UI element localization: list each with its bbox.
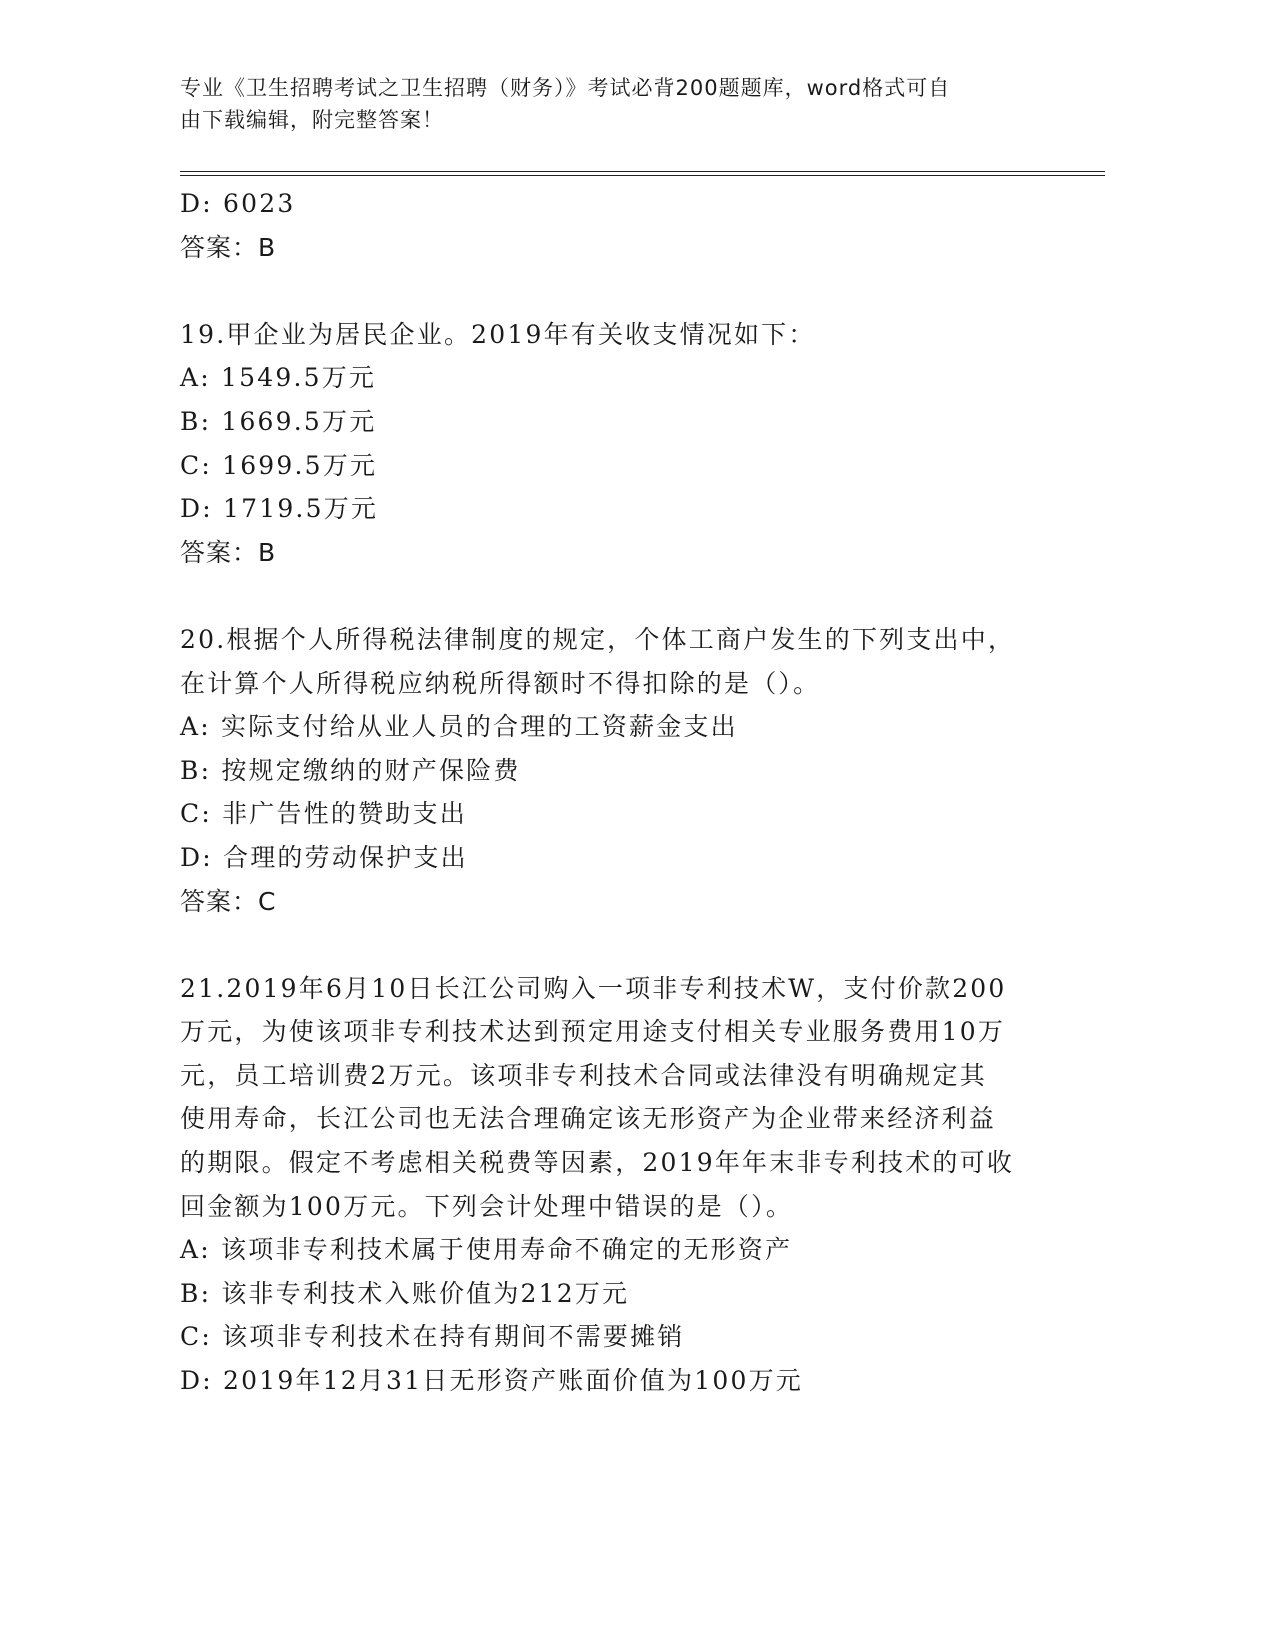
option-d: D: 1719.5万元: [180, 494, 379, 524]
question-stem-line-2: 在计算个人所得税应纳税所得额时不得扣除的是（）。: [180, 668, 821, 698]
question-stem: 19.甲企业为居民企业。2019年有关收支情况如下：: [180, 319, 816, 349]
option-b: B: 该非专利技术入账价值为212万元: [180, 1278, 630, 1308]
option-c: C: 非广告性的赞助支出: [180, 799, 467, 829]
answer: 答案：B: [180, 537, 277, 567]
question-21: [180, 967, 1040, 1403]
option-a: A: 实际支付给从业人员的合理的工资薪金支出: [180, 712, 738, 742]
question-20: [180, 618, 1040, 923]
question-stem-line-1: 21.2019年6月10日长江公司购入一项非专利技术W，支付价款200: [180, 973, 1007, 1003]
option-c: C: 1699.5万元: [180, 450, 378, 480]
answer: 答案：C: [180, 886, 277, 916]
question-stem-line-1: 20.根据个人所得税法律制度的规定，个体工商户发生的下列支出中，: [180, 624, 1016, 654]
spacer: [180, 923, 1040, 967]
option-b: B: 1669.5万元: [180, 406, 377, 436]
option-c: C: 该项非专利技术在持有期间不需要摊销: [180, 1322, 685, 1352]
header-line-2: 由下载编辑，附完整答案！: [180, 108, 444, 132]
option-b: B: 按规定缴纳的财产保险费: [180, 755, 521, 785]
option-d: D: 6023: [180, 189, 296, 218]
header-divider-top: [180, 171, 1105, 172]
spacer: [180, 574, 1040, 618]
question-stem-line-6: 回金额为100万元。下列会计处理中错误的是（）。: [180, 1191, 794, 1221]
answer: 答案：B: [180, 232, 277, 262]
question-list: [180, 182, 1040, 1403]
question-stem-line-4: 使用寿命，长江公司也无法合理确定该无形资产为企业带来经济利益: [180, 1104, 997, 1134]
question-stem-line-5: 的期限。假定不考虑相关税费等因素，2019年年末非专利技术的可收: [180, 1148, 1015, 1178]
option-a: A: 1549.5万元: [180, 363, 377, 393]
question-stem-line-3: 元，员工培训费2万元。该项非专利技术合同或法律没有明确规定其: [180, 1060, 987, 1090]
question-stem-line-2: 万元，为使该项非专利技术达到预定用途支付相关专业服务费用10万: [180, 1017, 1006, 1047]
document-header: [180, 72, 1040, 136]
question-18: [180, 182, 1040, 269]
question-19: [180, 313, 1040, 575]
option-a: A: 该项非专利技术属于使用寿命不确定的无形资产: [180, 1235, 793, 1265]
option-d: D: 2019年12月31日无形资产账面价值为100万元: [180, 1366, 803, 1396]
header-line-1: 专业《卫生招聘考试之卫生招聘（财务）》考试必背200题题库，word格式可自: [180, 76, 951, 100]
header-divider-bottom: [180, 175, 1105, 176]
option-d: D: 合理的劳动保护支出: [180, 842, 468, 872]
spacer: [180, 269, 1040, 313]
